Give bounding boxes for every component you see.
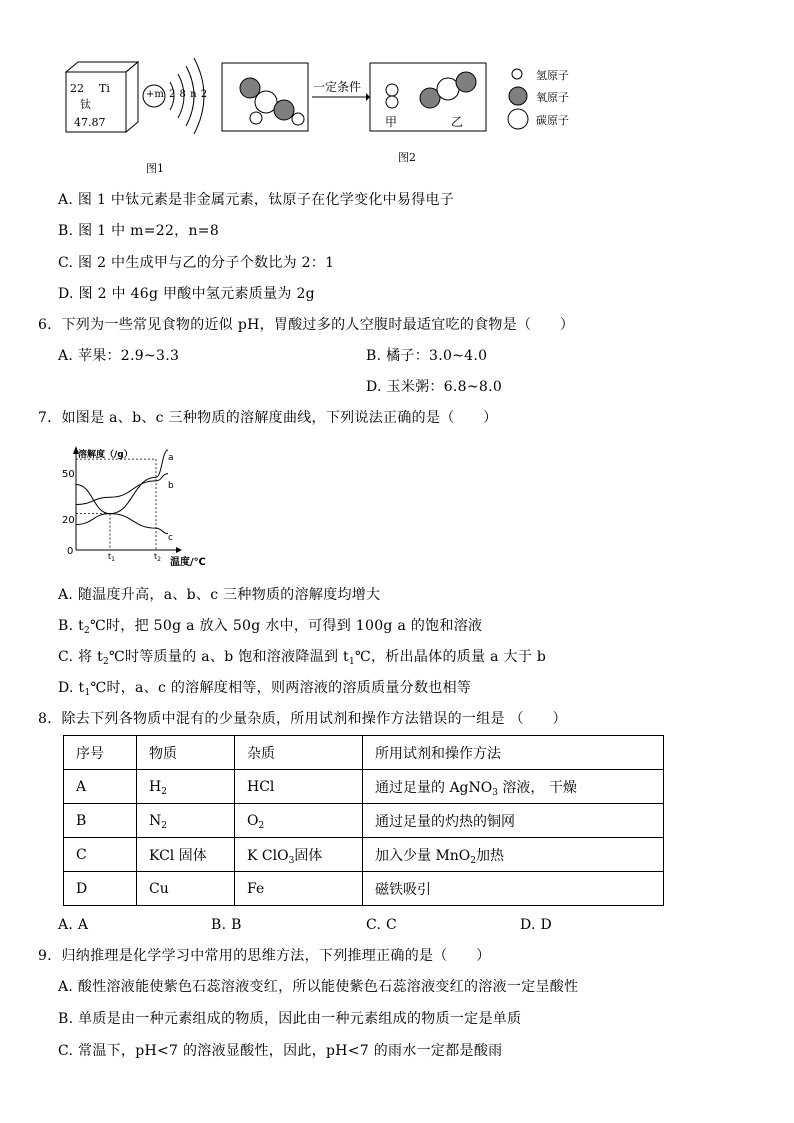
legend-hydrogen: 氢原子 (536, 69, 569, 82)
reaction-condition: 一定条件 (313, 80, 362, 94)
row-d-substance: Cu (137, 872, 235, 906)
x-axis-label: 温度/℃ (170, 557, 206, 568)
x-axis-arrow (176, 547, 182, 553)
figure-1-caption: 图1 (146, 162, 164, 175)
row-c-id: C (64, 838, 137, 872)
product-label-1: 甲 (385, 115, 398, 129)
y-tick-50: 50 (62, 469, 75, 480)
table-row (64, 770, 664, 804)
q7-option-d: D. $t_1℃$时，a、c 的溶解度相等，则两溶液的溶质质量分数也相等 (58, 680, 472, 698)
q7-option-a: A. 随温度升高，a、b、c 三种物质的溶解度均增大 (58, 587, 381, 603)
q9-option-c: C. 常温下，pH<7 的溶液显酸性，因此，pH<7 的雨水一定都是酸雨 (58, 1043, 503, 1059)
curve-b (76, 474, 168, 505)
reaction-diagram (220, 60, 590, 136)
header-method: 所用试剂和操作方法 (363, 736, 664, 770)
q9-option-b: B. 单质是由一种元素组成的物质，因此由一种元素组成的物质一定是单质 (58, 1011, 522, 1027)
table-header-row (64, 736, 664, 770)
table-row (64, 838, 664, 872)
table-row (64, 872, 664, 906)
y-tick-0: 0 (67, 546, 74, 557)
q8-answer-d: D. D (520, 917, 553, 933)
product-label-2: 乙 (451, 115, 464, 129)
element-number: 22 (70, 82, 84, 95)
row-b-method: 通过足量的灼热的铜网 (363, 804, 664, 838)
x-tick-t1: $t_1$ (108, 552, 115, 563)
row-c-method: 加入少量 MnO$_2$加热 (363, 838, 664, 872)
q6-option-b: B. 橘子：3.0~4.0 (366, 348, 488, 364)
y-axis-label: 溶解度（/g） (78, 450, 133, 460)
row-d-id: D (64, 872, 137, 906)
figure-2-caption: 图2 (398, 151, 416, 164)
q8-stem: 8．除去下列各物质中混有的少量杂质，所用试剂和操作方法错误的一组是 （ ） (38, 711, 567, 727)
row-a-substance: $H_2$ (137, 770, 235, 804)
q7-option-b: B. $t_2℃$时，把 50g a 放入 50g 水中，可得到 100g a 的饱和溶液 (58, 618, 483, 636)
x-tick-t2: $t_2$ (154, 552, 161, 563)
q5-option-b: B. 图 1 中 m=22，n=8 (58, 223, 220, 239)
curve-label-c: c (168, 533, 173, 543)
q6-stem: 6．下列为一些常见食物的近似 pH，胃酸过多的人空腹时最适宜吃的食物是（ ） (38, 317, 575, 333)
q8-answer-a: A. A (58, 917, 89, 933)
y-tick-20: 20 (62, 515, 75, 526)
q9-stem: 9．归纳推理是化学学习中常用的思维方法，下列推理正确的是（ ） (38, 948, 491, 964)
q7-option-c: C. 将 $t_2℃$时等质量的 a、b 饱和溶液降温到 $t_1℃$，析出晶体的质量 a 大于 b (58, 649, 547, 667)
row-b-substance: $N_2$ (137, 804, 235, 838)
header-substance: 物质 (137, 736, 235, 770)
legend-oxygen: 氧原子 (536, 91, 569, 104)
element-name: 钛 (80, 98, 91, 111)
q6-option-d: D. 玉米粥：6.8~8.0 (366, 379, 503, 395)
row-d-method: 磁铁吸引 (363, 872, 664, 906)
row-a-impurity: HCl (235, 770, 363, 804)
row-a-method: 通过足量的 AgNO$_3$ 溶液， 干燥 (363, 770, 664, 804)
header-impurity: 杂质 (235, 736, 363, 770)
row-a-id: A (64, 770, 137, 804)
q9-option-a: A. 酸性溶液能使紫色石蕊溶液变红，所以能使紫色石蕊溶液变红的溶液一定呈酸性 (58, 979, 579, 995)
table-row (64, 804, 664, 838)
q5-option-a: A. 图 1 中钛元素是非金属元素，钛原子在化学变化中易得电子 (58, 192, 455, 208)
row-c-impurity: K ClO$_3$固体 (235, 838, 363, 872)
legend-carbon: 碳原子 (536, 114, 569, 127)
curve-label-b: b (168, 481, 174, 491)
nucleus-label: +m (146, 89, 164, 100)
header-id: 序号 (64, 736, 137, 770)
q5-option-d: D. 图 2 中 46g 甲酸中氢元素质量为 2g (58, 286, 315, 302)
q8-table (63, 735, 664, 906)
row-b-impurity: $O_2$ (235, 804, 363, 838)
element-symbol: Ti (99, 82, 110, 95)
curve-label-a: a (168, 453, 174, 463)
q8-answer-c: C. C (366, 917, 398, 933)
q6-option-a: A. 苹果：2.9~3.3 (58, 348, 180, 364)
solubility-chart (58, 444, 218, 572)
q7-stem: 7．如图是 a、b、c 三种物质的溶解度曲线，下列说法正确的是（ ） (38, 410, 498, 426)
atomic-mass: 47.87 (74, 116, 106, 129)
q5-option-c: C. 图 2 中生成甲与乙的分子个数比为 2：1 (58, 255, 335, 271)
row-d-impurity: Fe (235, 872, 363, 906)
shell-electrons: 2 8 n 2 (169, 89, 208, 100)
row-b-id: B (64, 804, 137, 838)
row-c-substance: KCl 固体 (137, 838, 235, 872)
q8-answer-b: B. B (211, 917, 242, 933)
